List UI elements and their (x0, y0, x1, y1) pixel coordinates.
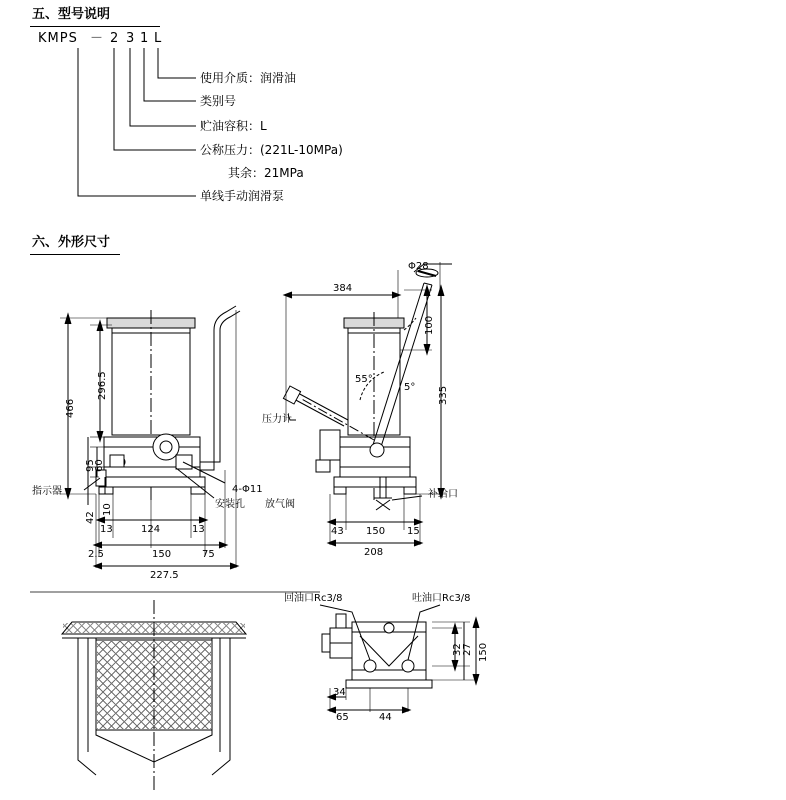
front-dim-95: 95 (85, 459, 96, 472)
label-discharge-port: 吐油口Rc3/8 (412, 593, 471, 604)
front-dim-60: 60 (94, 459, 105, 472)
model-legend-5: 单线手动润滑泵 (200, 189, 285, 203)
front-dim-227-5: 227.5 (150, 570, 179, 581)
bottom-dim-65: 65 (336, 712, 349, 723)
model-code-2: 2 (110, 31, 119, 46)
model-code-kmps: KMPS (38, 31, 78, 46)
front-dim-13b: 13 (192, 524, 205, 535)
label-indicator: 指示器 (32, 486, 62, 497)
label-mounting-hole: 安装孔 (215, 499, 245, 510)
model-code-1: 1 (140, 31, 149, 46)
model-code-L: L (154, 31, 162, 46)
front-dim-10: 10 (102, 503, 113, 516)
side-dim-384: 384 (333, 283, 353, 294)
side-dim-phi28: Φ28 (408, 261, 429, 272)
section-title-model: 五、型号说明 (32, 7, 111, 22)
front-dim-150: 150 (152, 549, 172, 560)
label-pressure-gauge: 压力计 (262, 414, 292, 425)
front-dim-13a: 13 (100, 524, 113, 535)
model-legend-1: 类别号 (200, 94, 237, 108)
front-dim-466: 466 (65, 398, 76, 418)
model-legend-2: 贮油容积：L (200, 119, 267, 133)
front-dim-124: 124 (141, 524, 161, 535)
bottom-dim-32: 32 (452, 643, 463, 656)
front-dim-75: 75 (202, 549, 215, 560)
bottom-dim-27: 27 (462, 643, 473, 656)
model-code-3: 3 (126, 31, 135, 46)
side-dim-208: 208 (364, 547, 384, 558)
label-return-port: 回油口Rc3/8 (284, 593, 343, 604)
side-angle-55: 55° (355, 374, 373, 385)
label-4-phi11: 4-Φ11 (232, 484, 263, 495)
front-dim-2-5: 2.5 (88, 549, 104, 560)
bottom-dim-44: 44 (379, 712, 392, 723)
side-dim-150: 150 (366, 526, 386, 537)
front-dim-296-5: 296.5 (97, 371, 108, 400)
label-bleed-valve: 放气阀 (265, 499, 295, 510)
side-dim-335: 335 (438, 385, 449, 405)
side-dim-15: 15 (407, 526, 420, 537)
front-dim-42: 42 (85, 511, 96, 524)
side-dim-100: 100 (424, 315, 435, 335)
model-legend-0: 使用介质：润滑油 (200, 71, 297, 85)
side-angle-5: 5° (404, 382, 416, 393)
model-legend-3: 公称压力：(221L-10MPa) (200, 143, 343, 157)
model-code-dash: － (90, 31, 104, 46)
model-legend-4: 其余：21MPa (228, 166, 304, 180)
bottom-dim-34: 34 (333, 687, 346, 698)
bottom-dim-150: 150 (478, 642, 489, 662)
label-refill-port: 补给口 (428, 489, 458, 500)
section-title-dimensions: 六、外形尺寸 (32, 235, 111, 250)
side-dim-43: 43 (331, 526, 344, 537)
